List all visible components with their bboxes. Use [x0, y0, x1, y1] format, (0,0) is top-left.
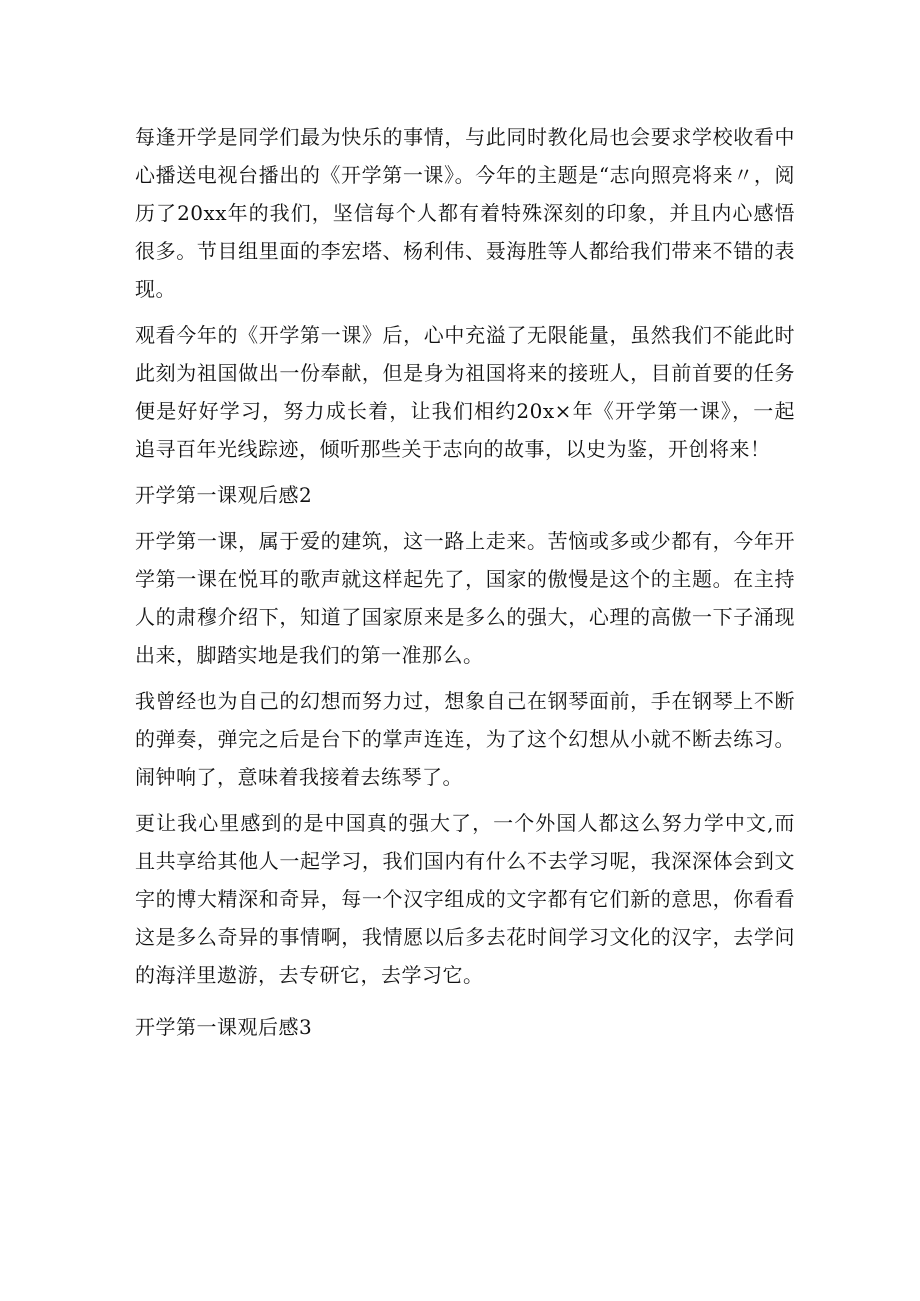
paragraph-3: 开学第一课，属于爱的建筑，这一路上走来。苦恼或多或少都有，今年开学第一课在悦耳的歌声就这样起先了，国家的傲慢是这个的主题。在主持人的肃穆介绍下，知道了国家原来是多么的强大，心理的高傲一下子涌现出来，脚踏实地是我们的第一准那么。 [135, 529, 795, 667]
paragraph-1: 每逢开学是同学们最为快乐的事情，与此同时教化局也会要求学校收看中心播送电视台播出的《开学第一课》。今年的主题是“志向照亮将来〃，阅历了20xx年的我们，坚信每个人都有着特殊深刻的印象，并且内心感悟很多。节目组里面的李宏塔、杨利伟、聂海胜等人都给我们带来不错的表现。 [135, 125, 795, 301]
section-heading-2: 开学第一课观后感2 [135, 483, 313, 507]
paragraph-5: 更让我心里感到的是中国真的强大了，一个外国人都这么努力学中文,而且共享给其他人一起学习，我们国内有什么不去学习呢，我深深体会到文字的博大精深和奇异，每一个汉字组成的文字都有它们新的意思，你看看这是多么奇异的事情啊，我情愿以后多去花时间学习文化的汉字，去学问的海洋里遨游，去专研它，去学习它。 [135, 811, 795, 987]
section-heading-3: 开学第一课观后感3 [135, 1015, 313, 1039]
document-body [135, 118, 795, 1054]
paragraph-4: 我曾经也为自己的幻想而努力过，想象自己在钢琴面前，手在钢琴上不断的弹奏，弹完之后是台下的掌声连连，为了这个幻想从小就不断去练习。闹钟响了，意味着我接着去练琴了。 [135, 689, 795, 789]
paragraph-2: 观看今年的《开学第一课》后，心中充溢了无限能量，虽然我们不能此时此刻为祖国做出一份奉献，但是身为祖国将来的接班人，目前首要的任务便是好好学习，努力成长着，让我们相约20x×年《开学第一课》，一起追寻百年光线踪迹，倾听那些关于志向的故事，以史为鉴，开创将来！ [135, 323, 795, 461]
